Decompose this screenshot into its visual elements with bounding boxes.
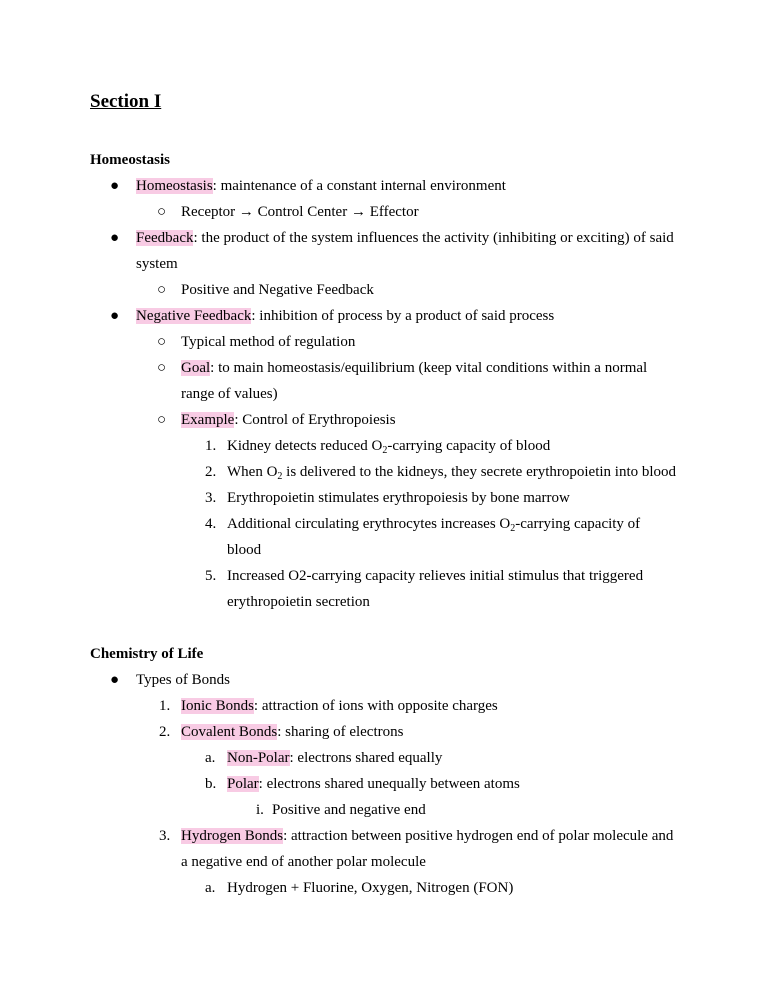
heading-homeostasis: Homeostasis bbox=[90, 152, 170, 168]
step-3: Erythropoietin stimulates erythropoiesis by bone marrow bbox=[227, 490, 570, 506]
circle-marker: ○ bbox=[157, 360, 167, 376]
number-marker: 2. bbox=[159, 724, 171, 740]
bullet-homeostasis: Homeostasis: maintenance of a constant internal environment bbox=[136, 178, 506, 194]
sub-bullet-pos-neg: Positive and Negative Feedback bbox=[181, 282, 374, 298]
item-hydrogen-bonds: Hydrogen Bonds: attraction between positive hydrogen end of polar molecule and bbox=[181, 828, 674, 844]
letter-marker: a. bbox=[205, 750, 216, 766]
step-1: Kidney detects reduced $O_2$-carrying capacity of blood bbox=[227, 438, 551, 456]
number-marker: 1. bbox=[159, 698, 171, 714]
sub-bullet-typical: Typical method of regulation bbox=[181, 334, 356, 350]
circle-marker: ○ bbox=[157, 282, 167, 298]
number-marker: 3. bbox=[205, 490, 217, 506]
step-5: Increased O2-carrying capacity relieves initial stimulus that triggered bbox=[227, 568, 644, 584]
bullet-marker: ● bbox=[110, 230, 120, 246]
step-4-cont: blood bbox=[227, 542, 262, 558]
sub-bullet-example: Example: Control of Erythropoiesis bbox=[181, 412, 396, 428]
letter-marker: b. bbox=[205, 776, 217, 792]
bullet-marker: ● bbox=[110, 672, 120, 688]
bullet-marker: ● bbox=[110, 308, 120, 324]
bullet-feedback-cont: system bbox=[136, 256, 178, 272]
number-marker: 5. bbox=[205, 568, 217, 584]
highlight-term: Non-Polar bbox=[227, 750, 290, 766]
highlight-term: Goal bbox=[181, 360, 211, 376]
heading-chemistry: Chemistry of Life bbox=[90, 646, 204, 662]
bullet-negative-feedback: Negative Feedback: inhibition of process by a product of said process bbox=[136, 308, 555, 324]
sub-bullet-goal-cont: range of values) bbox=[181, 386, 278, 402]
bullet-feedback: Feedback: the product of the system influences the activity (inhibiting or exciting) of said bbox=[136, 230, 674, 246]
highlight-term: Negative Feedback bbox=[136, 308, 252, 324]
item-non-polar: Non-Polar: electrons shared equally bbox=[227, 750, 443, 766]
number-marker: 2. bbox=[205, 464, 217, 480]
step-5-cont: erythropoietin secretion bbox=[227, 594, 370, 610]
item-hydrogen-bonds-cont: a negative end of another polar molecule bbox=[181, 854, 426, 870]
letter-marker: a. bbox=[205, 880, 216, 896]
item-polar: Polar: electrons shared unequally between atoms bbox=[227, 776, 520, 792]
highlight-term: Homeostasis bbox=[136, 178, 213, 194]
number-marker: 3. bbox=[159, 828, 171, 844]
number-marker: 4. bbox=[205, 516, 217, 532]
highlight-term: Feedback bbox=[136, 230, 194, 246]
circle-marker: ○ bbox=[157, 204, 167, 220]
item-positive-negative-end: Positive and negative end bbox=[272, 802, 426, 818]
number-marker: 1. bbox=[205, 438, 217, 454]
highlight-term: Hydrogen Bonds bbox=[181, 828, 284, 844]
highlight-term: Example bbox=[181, 412, 235, 428]
roman-marker: i. bbox=[256, 802, 264, 818]
sub-bullet-receptor: Receptor → Control Center → Effector bbox=[181, 204, 419, 220]
circle-marker: ○ bbox=[157, 412, 167, 428]
highlight-term: Polar bbox=[227, 776, 259, 792]
sub-bullet-goal: Goal: to main homeostasis/equilibrium (keep vital conditions within a normal bbox=[181, 360, 648, 376]
step-2: When $O_2$ is delivered to the kidneys, they secrete erythropoietin into blood bbox=[227, 464, 677, 482]
highlight-term: Covalent Bonds bbox=[181, 724, 278, 740]
item-covalent-bonds: Covalent Bonds: sharing of electrons bbox=[181, 724, 404, 740]
circle-marker: ○ bbox=[157, 334, 167, 350]
step-4: Additional circulating erythrocytes increases $O_2$-carrying capacity of bbox=[227, 516, 641, 534]
item-ionic-bonds: Ionic Bonds: attraction of ions with opposite charges bbox=[181, 698, 498, 714]
bullet-marker: ● bbox=[110, 178, 120, 194]
section-title: Section I bbox=[90, 91, 162, 112]
bullet-types-of-bonds: Types of Bonds bbox=[136, 672, 230, 688]
item-fon: Hydrogen + Fluorine, Oxygen, Nitrogen (FON) bbox=[227, 880, 514, 896]
highlight-term: Ionic Bonds bbox=[181, 698, 254, 714]
